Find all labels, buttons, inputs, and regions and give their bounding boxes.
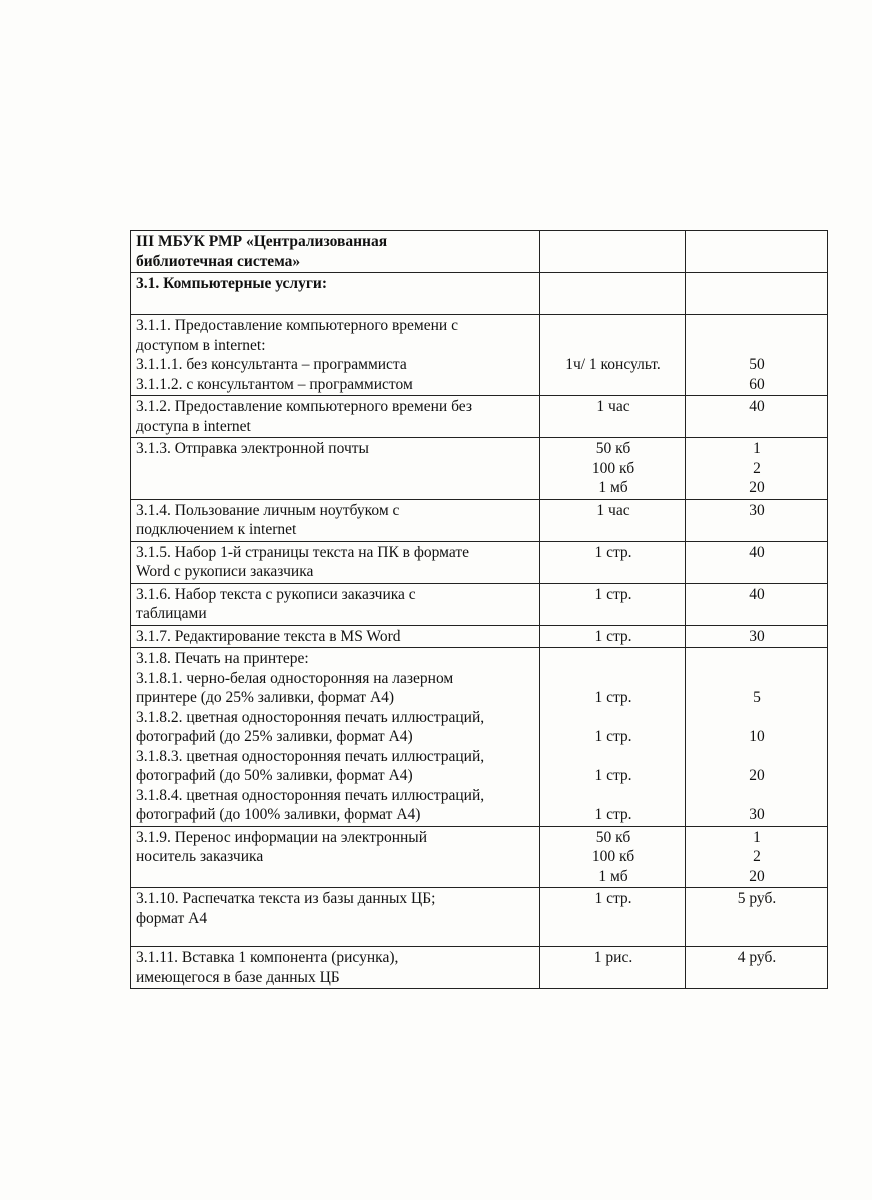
price-value: 4 руб. (737, 949, 777, 966)
service-name-line: 3.1.1. Предоставление компьютерного времени с (136, 317, 458, 334)
unit-value: 1 час (596, 501, 630, 519)
unit-value: 1 мб (598, 867, 628, 885)
service-name-cell (131, 826, 540, 888)
price-value: 2 (753, 459, 761, 477)
price-value (691, 786, 823, 806)
table-row (131, 625, 828, 648)
unit-value: 1 мб (598, 479, 628, 496)
price-value (691, 336, 823, 356)
service-name-cell (131, 583, 540, 625)
service-name-line: 3.1.1.2. с консультантом – программистом (136, 375, 413, 393)
price-value: 2 (753, 848, 761, 865)
unit-cell (540, 541, 686, 583)
service-name-line: 3.1.11. Вставка 1 компонента (рисунка), (136, 949, 399, 966)
service-name-line: 3.1.5. Набор 1-й страницы текста на ПК в формате (136, 543, 470, 561)
price-value: 40 (749, 585, 765, 603)
service-name-cell (131, 396, 540, 438)
price-cell (686, 583, 828, 625)
price-value: 20 (749, 767, 765, 784)
service-name-line: фотографий (до 100% заливки, формат А4) (136, 806, 421, 823)
service-name-line: фотографий (до 50% заливки, формат А4) (136, 767, 413, 784)
organization-title-line: III МБУК РМР «Централизованная (136, 233, 388, 250)
table-row (131, 888, 828, 947)
unit-value: 1 стр. (594, 543, 632, 561)
price-value (691, 708, 823, 728)
unit-value: 1 стр. (594, 806, 632, 823)
price-value (691, 316, 823, 336)
unit-cell (540, 826, 686, 888)
service-name-line: 3.1.6. Набор текста с рукописи заказчика с (136, 585, 416, 603)
unit-value (545, 649, 681, 669)
table-row (131, 396, 828, 438)
unit-value: 100 кб (591, 459, 635, 477)
header-row (131, 231, 828, 273)
section-title-text: 3.1. Компьютерные услуги: (136, 275, 328, 292)
price-value: 50 (749, 356, 765, 373)
unit-value: 1 час (596, 398, 630, 415)
unit-value: 100 кб (591, 848, 635, 865)
organization-title (131, 231, 540, 273)
price-value: 60 (749, 375, 765, 393)
service-name-line: таблицами (136, 605, 207, 622)
unit-value (545, 708, 681, 728)
table-row (131, 541, 828, 583)
service-name-line: 3.1.8. Печать на принтере: (136, 650, 309, 667)
unit-value: 50 кб (595, 440, 631, 457)
price-cell (686, 541, 828, 583)
service-name-cell (131, 625, 540, 648)
unit-cell (540, 625, 686, 648)
unit-value: 1 стр. (594, 689, 632, 706)
unit-value (545, 316, 681, 336)
service-name-cell (131, 648, 540, 827)
table-row (131, 826, 828, 888)
unit-value (545, 336, 681, 356)
empty-cell (540, 231, 686, 273)
service-name-line: 3.1.1.1. без консультанта – программиста (136, 356, 407, 373)
price-value: 30 (749, 627, 765, 645)
price-cell (686, 625, 828, 648)
unit-value (545, 375, 681, 395)
price-cell (686, 438, 828, 500)
service-name-cell (131, 315, 540, 396)
price-value: 10 (749, 728, 765, 745)
unit-value (545, 669, 681, 689)
unit-value: 1 стр. (594, 728, 632, 745)
price-cell (686, 396, 828, 438)
service-name-line: 3.1.3. Отправка электронной почты (136, 440, 369, 457)
price-cell (686, 826, 828, 888)
price-value (691, 747, 823, 767)
price-cell (686, 499, 828, 541)
price-value (691, 669, 823, 689)
service-name-cell (131, 499, 540, 541)
service-name-line: 3.1.8.3. цветная односторонняя печать иллюстраций, (136, 747, 485, 765)
unit-value: 1 стр. (594, 890, 632, 907)
empty-cell (686, 231, 828, 273)
service-name-line: носитель заказчика (136, 848, 264, 865)
service-name-line: Word с рукописи заказчика (136, 563, 314, 580)
unit-value (545, 786, 681, 806)
organization-title-line: библиотечная система» (136, 252, 301, 270)
unit-value: 1 стр. (594, 585, 632, 603)
section-title (131, 273, 540, 315)
empty-cell (540, 273, 686, 315)
service-name-cell (131, 888, 540, 947)
table-row (131, 947, 828, 989)
price-value: 1 (753, 828, 761, 846)
unit-cell (540, 648, 686, 827)
table-row (131, 438, 828, 500)
unit-value: 1 рис. (593, 949, 633, 966)
section-row (131, 273, 828, 315)
price-value: 20 (749, 867, 765, 885)
service-name-line: 3.1.7. Редактирование текста в MS Word (136, 627, 401, 645)
price-value: 30 (749, 806, 765, 823)
service-name-line: 3.1.4. Пользование личным ноутбуком с (136, 501, 400, 519)
price-value: 20 (749, 479, 765, 496)
unit-cell (540, 947, 686, 989)
unit-cell (540, 315, 686, 396)
unit-cell (540, 438, 686, 500)
unit-value (545, 747, 681, 767)
service-name-line: 3.1.8.1. черно-белая односторонняя на лазерном (136, 669, 454, 687)
service-name-line: доступа в internet (136, 417, 251, 435)
table-row (131, 499, 828, 541)
unit-value: 1 стр. (594, 627, 632, 645)
service-name-line: 3.1.9. Перенос информации на электронный (136, 828, 428, 846)
price-value: 40 (749, 398, 765, 415)
table-row (131, 648, 828, 827)
unit-cell (540, 499, 686, 541)
service-name-line: фотографий (до 25% заливки, формат А4) (136, 728, 413, 745)
price-value (691, 649, 823, 669)
price-cell (686, 648, 828, 827)
service-name-line: 3.1.8.4. цветная односторонняя печать иллюстраций, (136, 786, 485, 804)
price-cell (686, 947, 828, 989)
services-price-table (130, 230, 828, 989)
unit-cell (540, 888, 686, 947)
table-row (131, 315, 828, 396)
unit-value: 1 стр. (594, 767, 632, 784)
empty-cell (686, 273, 828, 315)
service-name-line: 3.1.2. Предоставление компьютерного времени без (136, 398, 472, 415)
price-cell (686, 315, 828, 396)
unit-cell (540, 396, 686, 438)
service-name-line: 3.1.8.2. цветная односторонняя печать иллюстраций, (136, 708, 485, 726)
service-name-cell (131, 947, 540, 989)
price-cell (686, 888, 828, 947)
service-name-cell (131, 541, 540, 583)
service-name-line: имеющегося в базе данных ЦБ (136, 968, 340, 986)
service-name-line: 3.1.10. Распечатка текста из базы данных ЦБ; (136, 890, 436, 907)
unit-value: 1ч/ 1 консульт. (565, 356, 661, 373)
service-name-line: подключением к internet (136, 521, 297, 538)
service-name-cell (131, 438, 540, 500)
price-value: 30 (749, 501, 765, 519)
price-value: 1 (753, 440, 761, 457)
price-value: 5 руб. (737, 890, 777, 907)
unit-cell (540, 583, 686, 625)
service-name-line: принтере (до 25% заливки, формат А4) (136, 689, 395, 706)
price-value: 5 (753, 689, 761, 706)
unit-value: 50 кб (595, 828, 631, 846)
table-row (131, 583, 828, 625)
service-name-line: формат А4 (136, 909, 208, 927)
service-name-line: доступом в internet: (136, 336, 266, 354)
price-value: 40 (749, 543, 765, 561)
